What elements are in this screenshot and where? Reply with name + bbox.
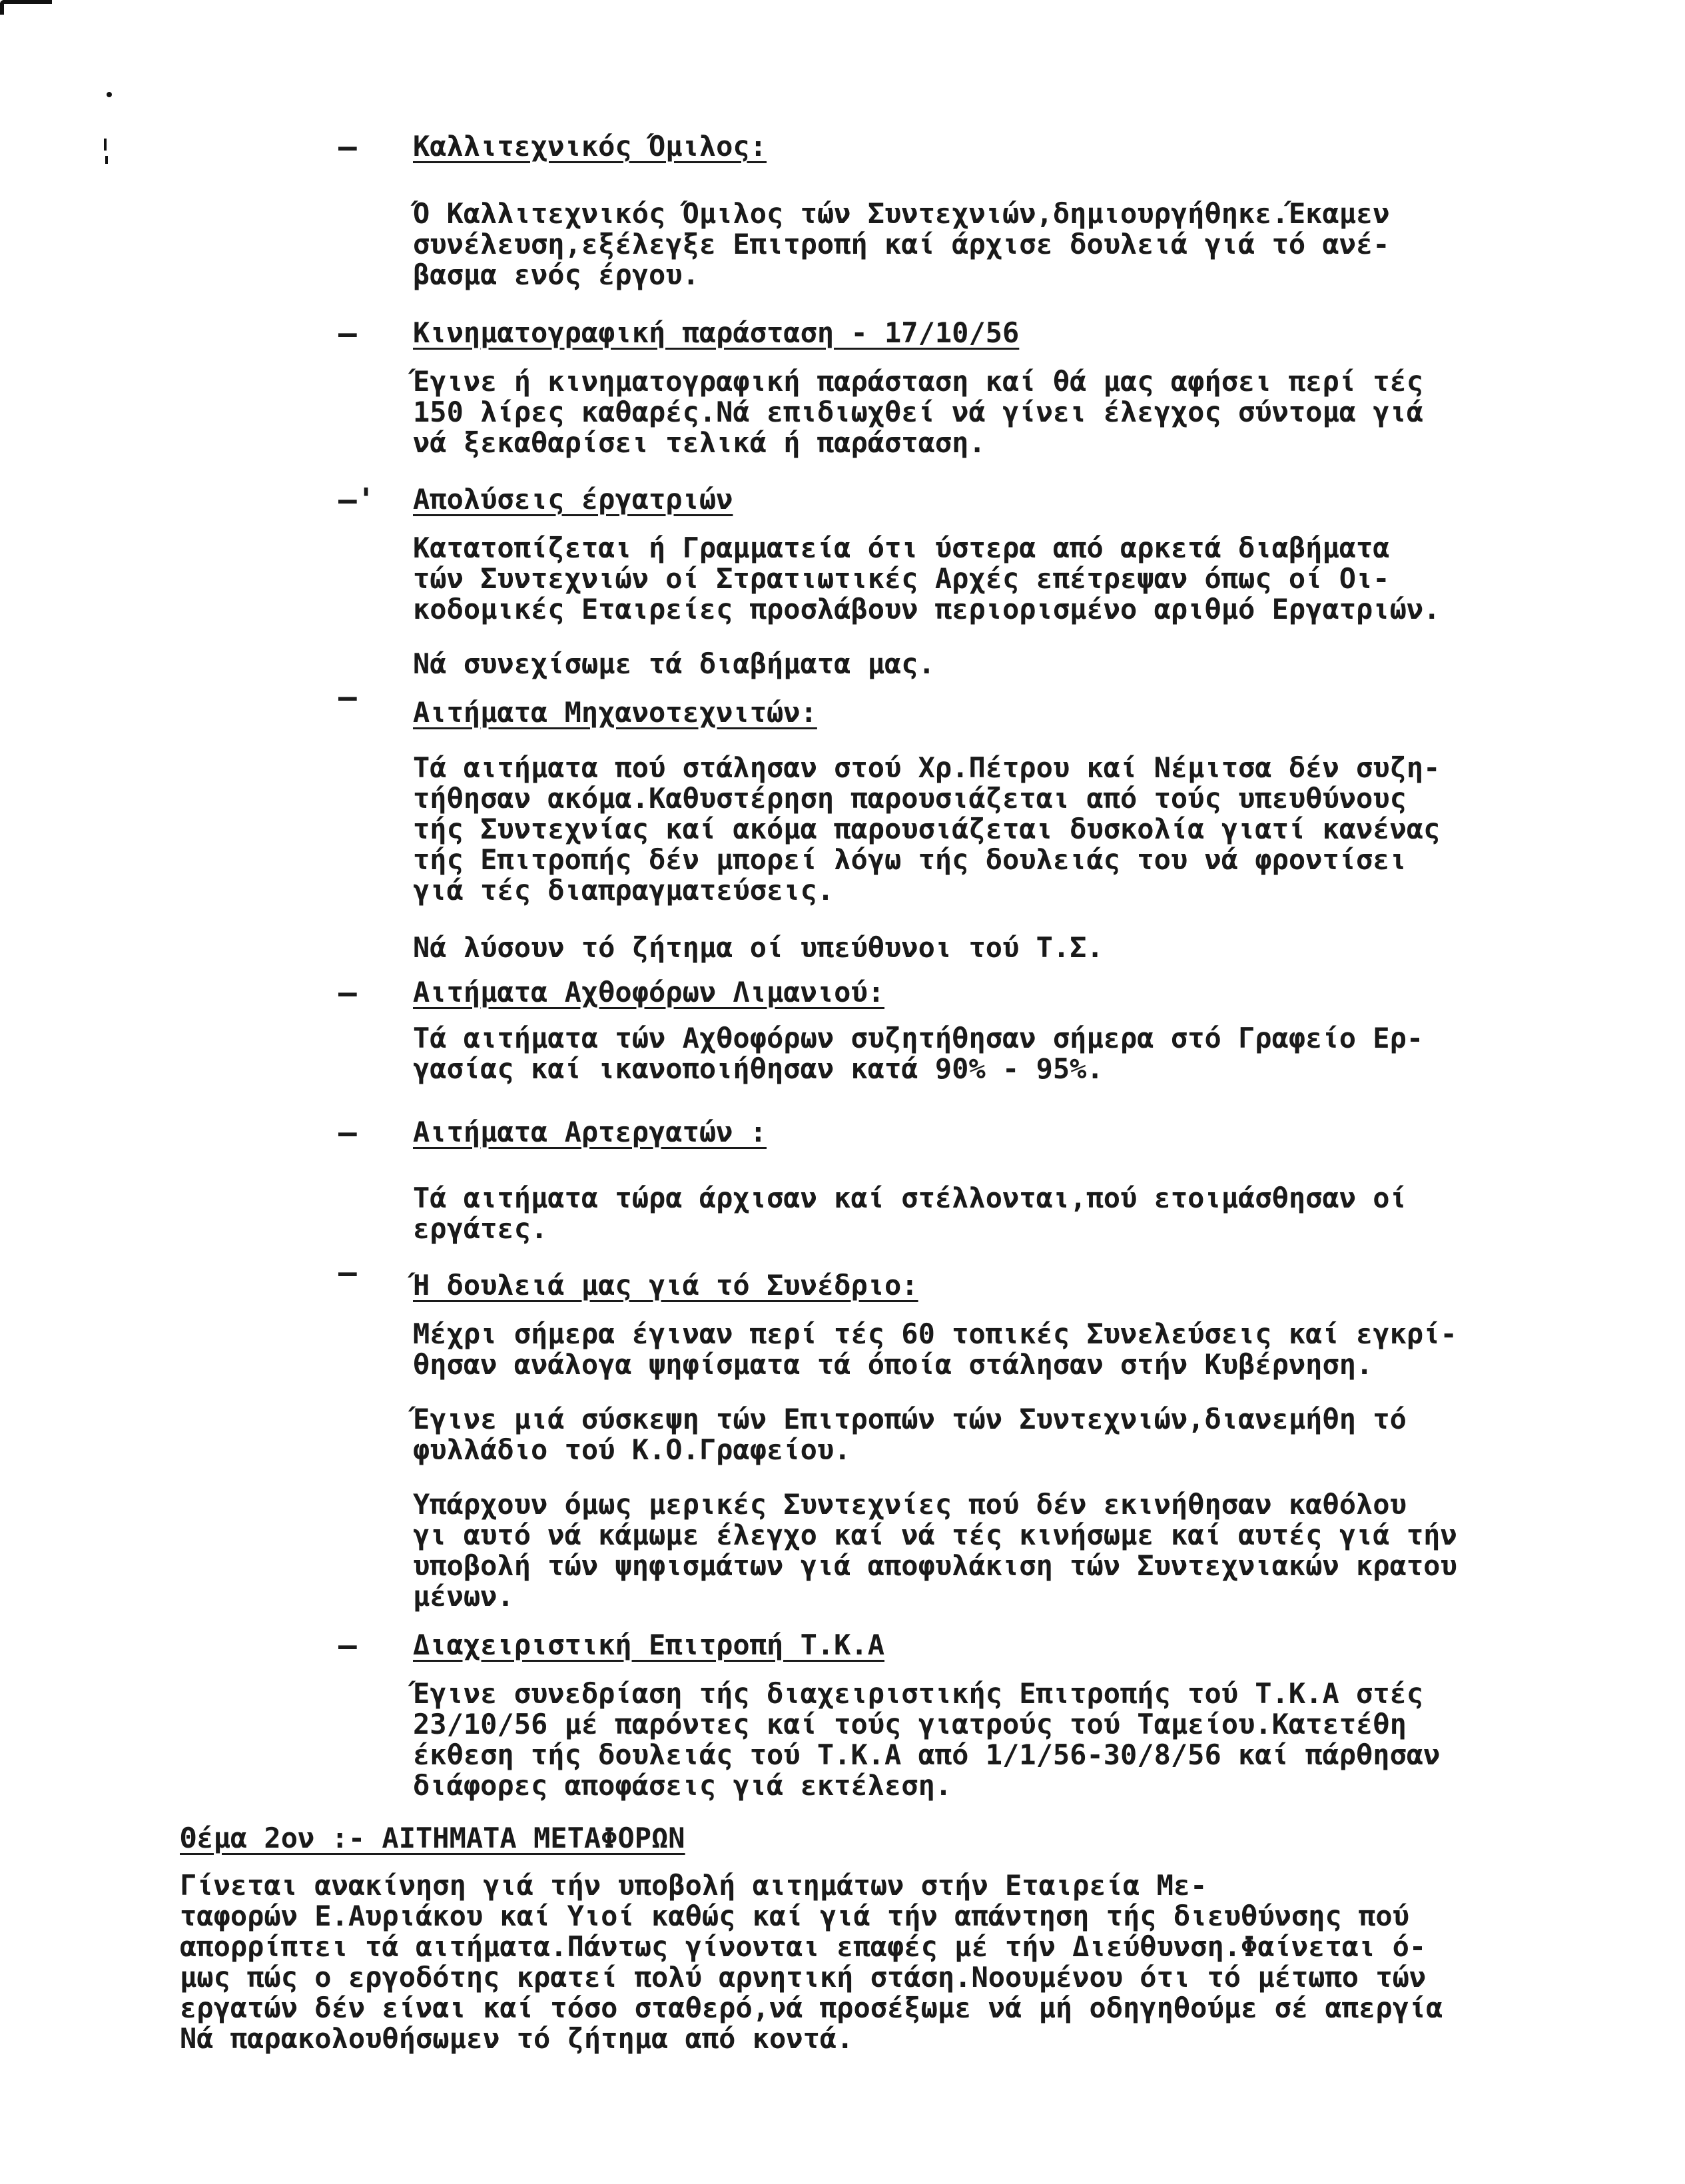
section-heading: Αιτήματα Αχθοφόρων Λιμανιού: <box>413 976 885 1008</box>
section-paragraph: Τά αιτήματα πού στάλησαν στού Χρ.Πέτρου καί Νέμιτσα δέν συζη- τήθησαν ακόμα.Καθυστέρηση παρουσιάζεται από τούς υπευθύνους τής Συντεχνίας καί ακόμα παρουσιάζεται δυσκολία γιατί κανένας τής Επιτροπής δέν μπορεί λόγω τής δουλειάς του νά φροντίσει γιά τές διαπραγματεύσεις. <box>413 751 1441 907</box>
bullet-dash: – <box>338 129 357 165</box>
bullet-dash: – <box>338 1254 357 1290</box>
section-paragraph: Υπάρχουν όμως μερικές Συντεχνίες πού δέν εκινήθησαν καθόλου γι αυτό νά κάμωμε έλεγχο καί νά τές κινήσωμε καί αυτές γιά τήν υποβολή τών ψηφισμάτων γιά αποφυλάκιση τών Συντεχνιακών κρατου μένων. <box>413 1488 1457 1613</box>
section-paragraph: Έγινε μιά σύσκεψη τών Επιτροπών τών Συντεχνιών,διανεμήθη τό φυλλάδιο τού Κ.Ο.Γραφείου. <box>413 1403 1407 1466</box>
margin-dot <box>107 92 112 97</box>
section-heading: Καλλιτεχνικός Όμιλος: <box>413 130 767 163</box>
bullet-dash: – <box>338 315 357 351</box>
section-heading: Κινηματογραφική παράσταση - 17/10/56 <box>413 316 1020 349</box>
section-paragraph: Τά αιτήματα τώρα άρχισαν καί στέλλονται,πού ετοιμάσθησαν οί εργάτες. <box>413 1182 1407 1245</box>
bullet-dash: – <box>338 1114 357 1150</box>
section-paragraph: Μέχρι σήμερα έγιναν περί τές 60 τοπικές Συνελεύσεις καί εγκρί- θησαν ανάλογα ψηφίσματα τά όποία στάλησαν στήν Κυβέρνηση. <box>413 1317 1457 1381</box>
section-heading: Αιτήματα Μηχανοτεχνιτών: <box>413 696 817 729</box>
section-paragraph: Νά συνεχίσωμε τά διαβήματα μας. <box>413 647 935 680</box>
section-paragraph: Κατατοπίζεται ή Γραμματεία ότι ύστερα από αρκετά διαβήματα τών Συντεχνιών οί Στρατιωτικές Αρχές επέτρεψαν όπως οί Οι- κοδομικές Εταιρείες προσλάβουν περιορισμένο αριθμό Εργατριών. <box>413 532 1441 625</box>
margin-tick <box>104 139 107 151</box>
section-heading: Διαχειριστική Επιτροπή Τ.Κ.Α <box>413 1629 885 1661</box>
section-heading: Απολύσεις έργατριών <box>413 483 733 516</box>
section-paragraph: Ό Καλλιτεχνικός Όμιλος τών Συντεχνιών,δημιουργήθηκε.Έκαμεν συνέλευση,εξέλεγξε Επιτροπή καί άρχισε δουλειά γιά τό ανέ- βασμα ενός έργου. <box>413 197 1390 291</box>
bullet-dash: – <box>338 974 357 1010</box>
section-paragraph: Τά αιτήματα τών Αχθοφόρων συζητήθησαν σήμερα στό Γραφείο Ερ- γασίας καί ικανοποιήθησαν κατά 90% - 95%. <box>413 1022 1424 1085</box>
theme-heading: Θέμα 2ον :- ΑΙΤΗΜΑΤΑ ΜΕΤΑΦΟΡΩΝ <box>180 1822 685 1854</box>
margin-tick <box>105 156 108 164</box>
section-paragraph: Έγινε συνεδρίαση τής διαχειριστικής Επιτροπής τού Τ.Κ.Α στές 23/10/56 μέ παρόντες καί τούς γιατρούς τού Ταμείου.Κατετέθη έκθεση τής δουλειάς τού Τ.Κ.Α από 1/1/56-30/8/56 καί πάρθησαν διάφορες αποφάσεις γιά εκτέλεση. <box>413 1677 1441 1802</box>
theme-paragraph: Γίνεται ανακίνηση γιά τήν υποβολή αιτημάτων στήν Εταιρεία Με- ταφορών Ε.Αυριάκου καί Υιοί καθώς καί γιά τήν απάντηση τής διευθύνσης πού απορρίπτει τά αιτήματα.Πάντως γίνονται επαφές μέ τήν Διεύθυνση.Φαίνεται ό- μως πώς ο εργοδότης κρατεί πολύ αρνητική στάση.Νοουμένου ότι τό μέτωπο τών εργατών δέν είναι καί τόσο σταθερό,νά προσέξωμε νά μή οδηγηθούμε σέ απεργία Νά παρακολουθήσωμεν τό ζήτημα από κοντά. <box>180 1869 1443 2055</box>
section-heading: Ή δουλειά μας γιά τό Συνέδριο: <box>413 1269 918 1301</box>
bullet-dash: – <box>338 1627 357 1663</box>
staple-mark <box>0 0 52 15</box>
section-heading: Αιτήματα Αρτεργατών : <box>413 1116 767 1148</box>
bullet-dash: – <box>338 679 357 715</box>
section-paragraph: Νά λύσουν τό ζήτημα οί υπεύθυνοι τού Τ.Σ. <box>413 931 1104 964</box>
section-paragraph: Έγινε ή κινηματογραφική παράσταση καί θά μας αφήσει περί τές 150 λίρες καθαρές.Νά επιδιωχθεί νά γίνει έλεγχος σύντομα γιά νά ξεκαθαρίσει τελικά ή παράσταση. <box>413 365 1424 459</box>
bullet-dash: –' <box>338 482 376 518</box>
